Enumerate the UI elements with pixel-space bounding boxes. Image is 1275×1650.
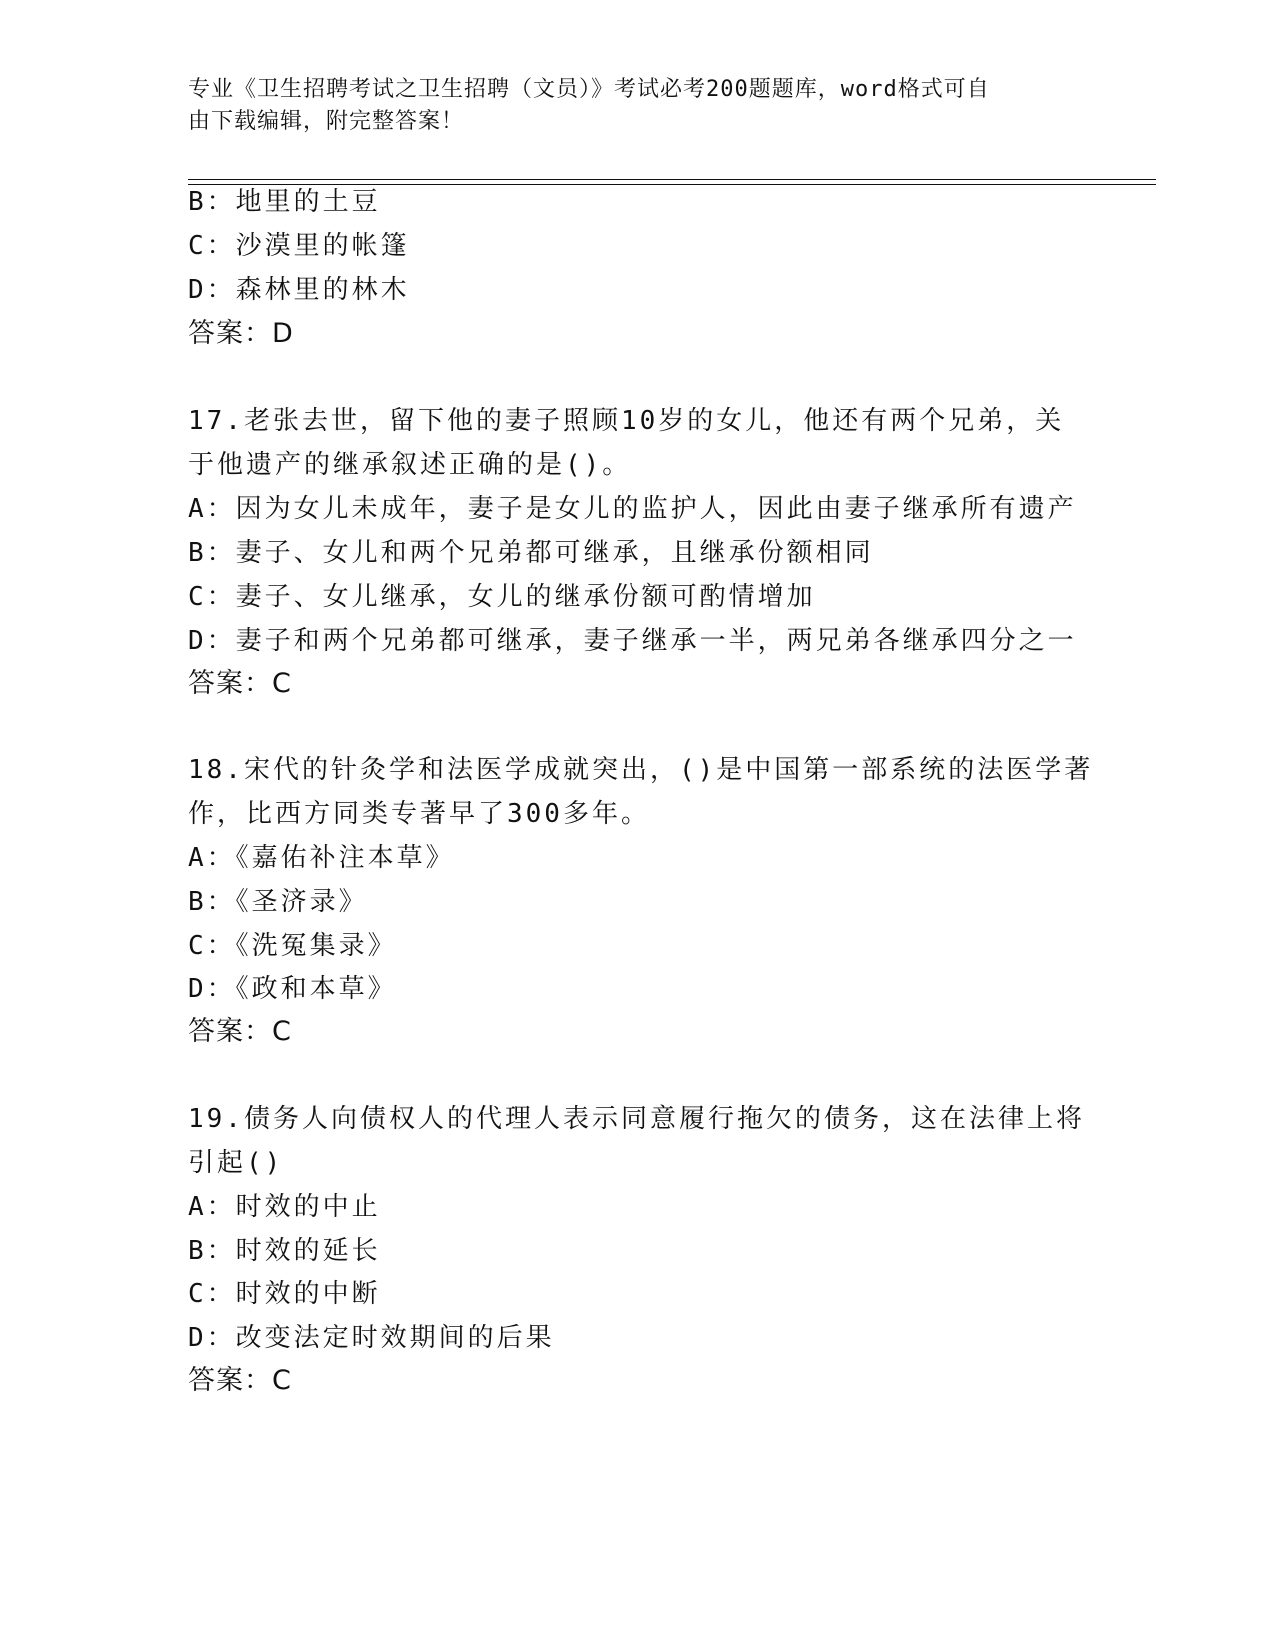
q19-option-a: A：时效的中止 [188, 1192, 381, 1222]
q19-option-c: C：时效的中断 [188, 1279, 381, 1309]
q19-stem-line-2: 引起() [188, 1148, 284, 1178]
q17-option-a: A：因为女儿未成年，妻子是女儿的监护人，因此由妻子继承所有遗产 [188, 494, 1077, 524]
q19-answer: 答案：C [188, 1365, 292, 1396]
q18-answer: 答案：C [188, 1016, 292, 1047]
q17-option-c: C：妻子、女儿继承，女儿的继承份额可酌情增加 [188, 582, 816, 612]
prev-option-d: D：森林里的林木 [188, 275, 410, 305]
q18-option-d: D：《政和本草》 [188, 974, 397, 1004]
q17-stem-line-1: 17.老张去世，留下他的妻子照顾10岁的女儿，他还有两个兄弟，关 [188, 406, 1065, 436]
q18-stem-line-1: 18.宋代的针灸学和法医学成就突出，()是中国第一部系统的法医学著 [188, 755, 1094, 785]
q18-option-a: A：《嘉佑补注本草》 [188, 843, 455, 873]
q17-option-d: D：妻子和两个兄弟都可继承，妻子继承一半，两兄弟各继承四分之一 [188, 626, 1077, 656]
q19-option-b: B：时效的延长 [188, 1236, 381, 1266]
prev-answer: 答案：D [188, 318, 294, 349]
q19-stem-line-1: 19.债务人向债权人的代理人表示同意履行拖欠的债务，这在法律上将 [188, 1104, 1085, 1134]
prev-option-b: B：地里的土豆 [188, 187, 381, 217]
header-divider-top [188, 179, 1156, 180]
header-line-2: 由下载编辑，附完整答案！ [188, 109, 465, 134]
q18-option-b: B：《圣济录》 [188, 887, 368, 917]
q17-answer: 答案：C [188, 668, 292, 699]
q18-option-c: C：《洗冤集录》 [188, 931, 397, 961]
q18-stem-line-2: 作，比西方同类专著早了300多年。 [188, 799, 650, 829]
document-header [188, 74, 1088, 138]
prev-option-c: C：沙漠里的帐篷 [188, 231, 410, 261]
header-line-1: 专业《卫生招聘考试之卫生招聘（文员）》考试必考200题题库，word格式可自 [188, 77, 990, 102]
q17-option-b: B：妻子、女儿和两个兄弟都可继承，且继承份额相同 [188, 538, 874, 568]
q19-option-d: D：改变法定时效期间的后果 [188, 1323, 555, 1353]
q17-stem-line-2: 于他遗产的继承叙述正确的是()。 [188, 450, 632, 480]
